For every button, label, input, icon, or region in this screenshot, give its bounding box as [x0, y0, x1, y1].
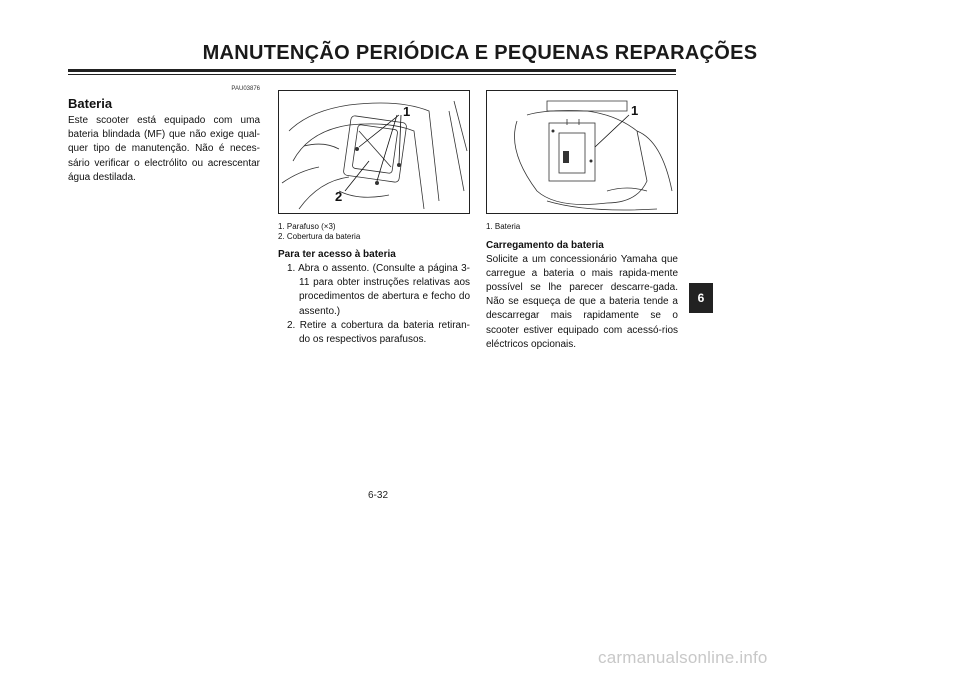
left-column	[68, 84, 260, 185]
callout-1: 1	[403, 104, 411, 119]
figure-captions	[486, 222, 678, 232]
battery-intro-paragraph: Este scooter está equipado com uma bateria blindada (MF) que não exige qual-quer tipo de manutenção. Não é neces-sário verificar o electrólito ou acrescentar água destilada.	[68, 115, 260, 183]
step-item: 2. Retire a cobertura da bateria retiran-do os respectivos parafusos.	[287, 319, 470, 346]
caption-item: 2. Cobertura da bateria	[278, 231, 361, 241]
step-item: 1. Abra o assento. (Consulte a página 3-11 para obter instruções relativas aos procedimentos de abertura e fecho do assento.)	[287, 263, 470, 317]
callout-2: 2	[335, 189, 343, 204]
title-rule-thin	[68, 74, 676, 75]
page-number: 6-32	[367, 490, 388, 501]
figure-battery-cover	[278, 90, 470, 214]
middle-column	[278, 84, 470, 347]
access-steps	[278, 262, 470, 347]
callout-1: 1	[631, 103, 639, 118]
page-title: MANUTENÇÃO PERIÓDICA E PEQUENAS REPARAÇÕES	[202, 42, 758, 64]
caption-item: 1. Bateria	[486, 222, 521, 231]
reference-code: PAU03876	[231, 86, 260, 92]
battery-cover-illustration	[279, 91, 469, 213]
heading-charging-battery: Carregamento da bateria	[486, 239, 604, 251]
right-column	[486, 84, 678, 352]
heading-access-battery: Para ter acesso à bateria	[278, 249, 396, 260]
chapter-tab: 6	[689, 283, 713, 313]
title-rule	[68, 69, 676, 72]
figure-captions	[278, 222, 470, 241]
section-title-bateria: Bateria	[68, 96, 113, 111]
charging-paragraph: Solicite a um concessionário Yamaha que carregue a bateria o mais rapida-mente possível se lhe parecer descarre-gada. Não se esqueça de que a bateria tende a descarregar mais rapidamente se o scooter estiver equipado com acessó-rios eléctricos opcionais.	[486, 253, 678, 350]
watermark: carmanualsonline.info	[598, 648, 768, 667]
battery-illustration	[487, 91, 677, 213]
figure-battery	[486, 90, 678, 214]
caption-item: 1. Parafuso (×3)	[278, 222, 336, 231]
